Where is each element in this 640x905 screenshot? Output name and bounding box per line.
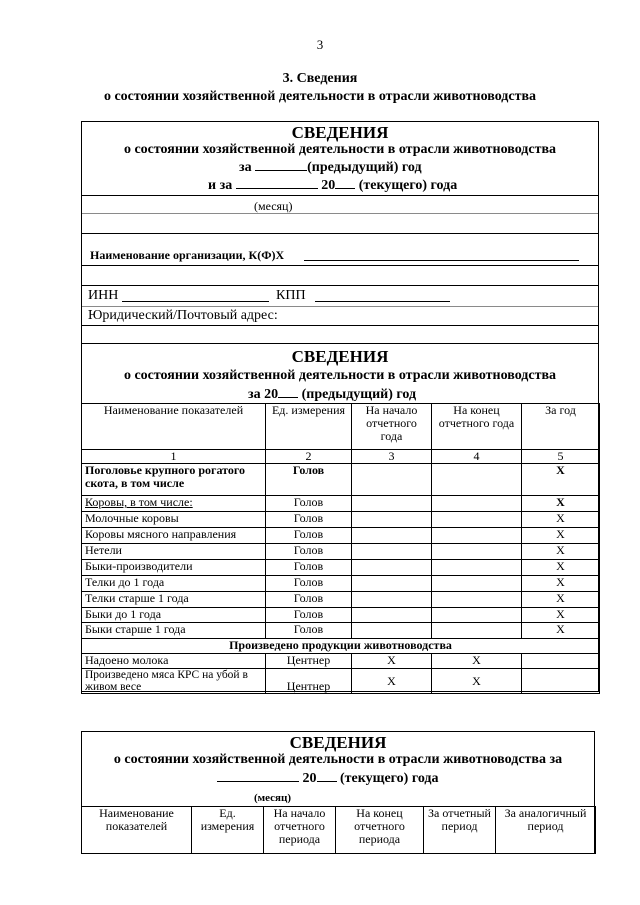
table1-period	[248, 386, 416, 403]
divider	[82, 213, 598, 214]
inn-label: ИНН	[88, 288, 119, 303]
month-label: (месяц)	[254, 199, 293, 213]
production-section-label: Произведено продукции животноводства	[82, 639, 600, 654]
row-year-cell: X	[522, 512, 600, 528]
cur-month-field[interactable]	[236, 177, 318, 189]
row-year-cell: X	[522, 560, 600, 576]
current-year-table	[81, 806, 596, 854]
row-year-cell: X	[522, 528, 600, 544]
inn-field[interactable]	[122, 290, 269, 302]
report-form-box	[81, 121, 599, 692]
prev-prefix: за	[239, 160, 252, 175]
row-end-cell[interactable]	[432, 623, 522, 639]
row-name: Нетели	[82, 544, 266, 560]
table-row	[82, 592, 600, 608]
row-start-cell[interactable]	[352, 592, 432, 608]
row-name: Быки до 1 года	[82, 608, 266, 623]
table1-title: СВЕДЕНИЯ	[291, 347, 389, 366]
row-year-cell: X	[522, 544, 600, 560]
col-number: 1	[82, 450, 266, 464]
kpp-field[interactable]	[315, 290, 450, 302]
form2-year-field[interactable]	[317, 770, 337, 782]
prev-suffix: (предыдущий) год	[307, 160, 422, 175]
divider	[82, 233, 598, 234]
table-header-row	[82, 807, 596, 854]
form2-year: 20	[302, 771, 317, 786]
period-year-field[interactable]	[278, 386, 298, 398]
table-row	[82, 608, 600, 623]
row-end-cell[interactable]	[432, 528, 522, 544]
divider	[82, 325, 598, 326]
row-year-cell: X	[522, 623, 600, 639]
row-end-cell[interactable]	[432, 544, 522, 560]
row-end-cell[interactable]	[432, 592, 522, 608]
col-number: 4	[432, 450, 522, 464]
org-name-label: Наименование организации, К(Ф)Х	[90, 248, 285, 262]
row-name: Коровы мясного направления	[82, 528, 266, 544]
row-year-cell: X	[522, 464, 600, 496]
row-name: Надоено молока	[82, 654, 266, 669]
col-number: 5	[522, 450, 600, 464]
row-end-cell[interactable]	[432, 512, 522, 528]
divider	[82, 265, 598, 266]
col-header-name: Наименование показателей	[82, 807, 192, 854]
row-unit: Голов	[266, 592, 352, 608]
col-header-start: На начало отчетного периода	[264, 807, 336, 854]
row-start-cell[interactable]	[352, 576, 432, 592]
table-row	[82, 496, 600, 512]
row-end-cell[interactable]	[432, 496, 522, 512]
col-header-reporting: За отчетный период	[424, 807, 496, 854]
cur-suffix: (текущего) года	[358, 178, 458, 193]
row-start-cell[interactable]	[352, 623, 432, 639]
divider	[82, 285, 598, 286]
row-year-cell: X	[522, 592, 600, 608]
livestock-table	[81, 403, 600, 694]
form1-cur-period	[208, 177, 457, 194]
row-start-cell: X	[352, 669, 432, 694]
row-end-cell[interactable]	[432, 560, 522, 576]
form1-prev-period	[239, 159, 422, 176]
column-number-row	[82, 450, 600, 464]
row-unit: Голов	[266, 608, 352, 623]
table-row	[82, 654, 600, 669]
row-year-cell: X	[522, 608, 600, 623]
divider	[82, 195, 598, 196]
row-name: Молочные коровы	[82, 512, 266, 528]
cur-prefix: и за	[208, 178, 233, 193]
cur-year: 20	[321, 178, 336, 193]
divider	[82, 343, 598, 344]
row-name: Поголовье крупного рогатого скота, в том числе	[82, 464, 266, 496]
period-suffix: (предыдущий) год	[301, 387, 417, 402]
col-header-year: За год	[522, 404, 600, 450]
col-header-unit: Ед. измерения	[192, 807, 264, 854]
col-number: 3	[352, 450, 432, 464]
table-row	[82, 669, 600, 694]
row-name: Произведено мяса КРС на убой в живом весе	[82, 669, 266, 694]
table-row	[82, 528, 600, 544]
row-year-cell[interactable]	[522, 654, 600, 669]
form2-month-label: (месяц)	[254, 792, 292, 804]
col-header-name: Наименование показателей	[82, 404, 266, 450]
period-prefix: за 20	[248, 387, 279, 402]
row-start-cell[interactable]	[352, 464, 432, 496]
form2-month-field[interactable]	[217, 770, 299, 782]
row-year-cell: X	[522, 576, 600, 592]
table-row	[82, 464, 600, 496]
row-unit: Голов	[266, 623, 352, 639]
row-unit: Голов	[266, 496, 352, 512]
row-start-cell[interactable]	[352, 608, 432, 623]
section-heading	[0, 70, 640, 106]
col-number: 2	[266, 450, 352, 464]
table-row	[82, 623, 600, 639]
row-start-cell[interactable]	[352, 512, 432, 528]
row-year-cell[interactable]	[522, 669, 600, 694]
divider	[82, 306, 598, 307]
row-end-cell[interactable]	[432, 464, 522, 496]
address-label: Юридический/Почтовый адрес:	[88, 308, 278, 323]
heading-line1: 3. Сведения	[282, 71, 358, 86]
form1-subtitle: о состоянии хозяйственной деятельности в отрасли животноводства	[123, 142, 557, 157]
page-number: 3	[316, 37, 324, 52]
row-year-cell: X	[522, 496, 600, 512]
row-start-cell[interactable]	[352, 544, 432, 560]
row-end-cell: X	[432, 669, 522, 694]
row-end-cell: X	[432, 654, 522, 669]
row-unit: Голов	[266, 544, 352, 560]
row-name: Коровы, в том числе:	[82, 496, 266, 512]
cur-year-field[interactable]	[335, 177, 355, 189]
row-unit: Голов	[266, 464, 352, 496]
prev-year-field[interactable]	[255, 159, 307, 171]
row-start-cell: X	[352, 654, 432, 669]
row-name: Телки старше 1 года	[82, 592, 266, 608]
form2-title: СВЕДЕНИЯ	[289, 733, 387, 752]
row-name: Быки старше 1 года	[82, 623, 266, 639]
col-header-comparable: За аналогичный период	[496, 807, 596, 854]
col-header-start: На начало отчетного года	[352, 404, 432, 450]
row-unit: Голов	[266, 512, 352, 528]
form1-title: СВЕДЕНИЯ	[291, 123, 389, 142]
table-row	[82, 560, 600, 576]
row-start-cell[interactable]	[352, 528, 432, 544]
org-name-field[interactable]	[304, 249, 579, 261]
kpp-label: КПП	[276, 288, 306, 303]
row-start-cell[interactable]	[352, 496, 432, 512]
form2-period	[217, 770, 439, 787]
row-unit: Голов	[266, 560, 352, 576]
current-year-form-box	[81, 731, 595, 854]
row-unit: Центнер	[266, 654, 352, 669]
row-unit: Центнер	[266, 669, 352, 694]
row-unit: Голов	[266, 576, 352, 592]
col-header-unit: Ед. измерения	[266, 404, 352, 450]
table-header-row	[82, 404, 600, 450]
table1-subtitle: о состоянии хозяйственной деятельности в отрасли животноводства	[123, 368, 557, 383]
heading-line2: о состоянии хозяйственной деятельности в отрасли животноводства	[103, 89, 537, 104]
row-end-cell[interactable]	[432, 608, 522, 623]
col-header-end: На конец отчетного года	[432, 404, 522, 450]
row-end-cell[interactable]	[432, 576, 522, 592]
table-row	[82, 512, 600, 528]
row-name: Быки-производители	[82, 560, 266, 576]
row-name: Телки до 1 года	[82, 576, 266, 592]
table-row	[82, 544, 600, 560]
row-unit: Голов	[266, 528, 352, 544]
row-start-cell[interactable]	[352, 560, 432, 576]
form2-subtitle: о состоянии хозяйственной деятельности в отрасли животноводства за	[113, 752, 563, 767]
col-header-end: На конец отчетного периода	[336, 807, 424, 854]
section-row	[82, 639, 600, 654]
table-row	[82, 576, 600, 592]
form2-suffix: (текущего) года	[340, 771, 439, 786]
